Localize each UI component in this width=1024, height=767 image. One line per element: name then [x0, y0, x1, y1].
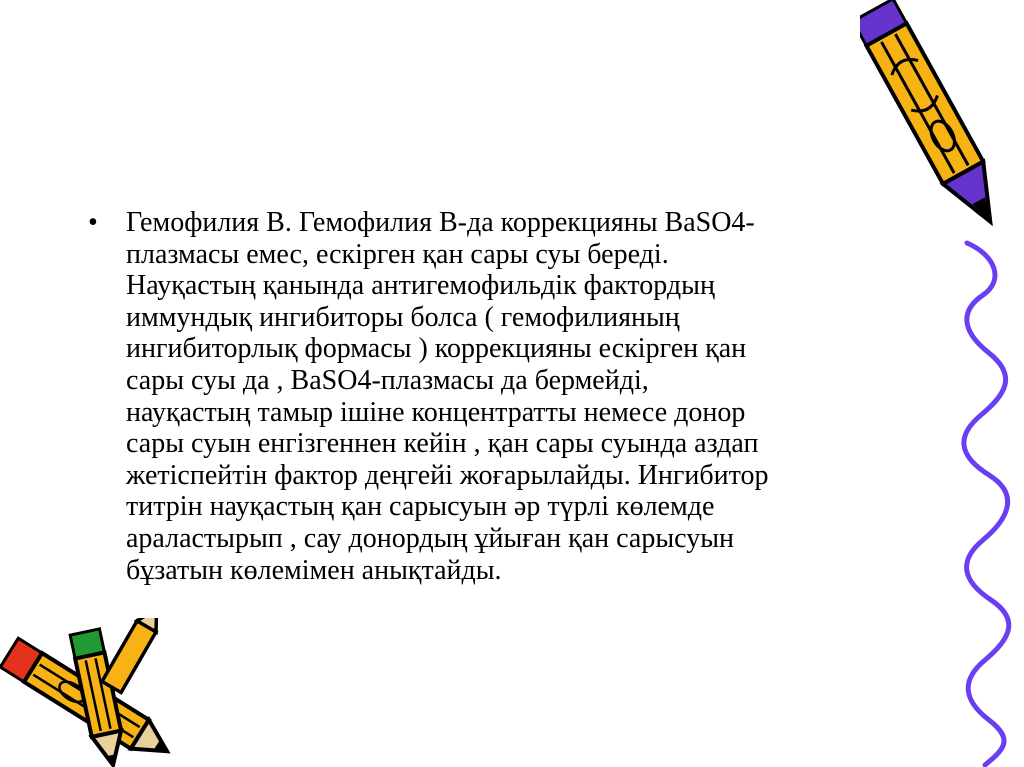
- text-line: плазмасы емес, ескірген қан сары суы береді.: [126, 238, 669, 270]
- text-line: бұзатын көлемімен анықтайды.: [126, 554, 502, 586]
- text-line: иммундық ингибиторы болса ( гемофилияның: [126, 301, 680, 333]
- text-line: Науқастың қанында антигемофильдік фактордың: [126, 270, 715, 302]
- text-line: титрін науқастың қан сарысуын әр түрлі көлемде: [126, 491, 715, 523]
- text-line: науқастың тамыр ішіне концентратты немесе донор: [126, 396, 746, 428]
- text-line: сары суын енгізгеннен кейін , қан сары суында аздап: [126, 428, 759, 460]
- squiggle-line-icon: [955, 235, 1024, 767]
- text-line: ингибиторлық формасы ) коррекцияны ескірген қан: [126, 333, 747, 365]
- crossed-pencils-icon: [0, 618, 210, 767]
- text-line: жетіспейтін фактор деңгейі жоғарылайды. Ингибитор: [126, 459, 769, 491]
- text-line: араластырып , сау донордың ұйыған қан сарысуын: [126, 522, 735, 554]
- bullet-item: [88, 207, 928, 586]
- text-line: сары суы да , ВаSO4-плазмасы да бермейді,: [126, 364, 649, 396]
- bullet-mark: •: [88, 207, 98, 238]
- text-line: Гемофилия В. Гемофилия В-да коррекцияны ВаSO4-: [126, 207, 755, 238]
- slide-body: [88, 207, 928, 586]
